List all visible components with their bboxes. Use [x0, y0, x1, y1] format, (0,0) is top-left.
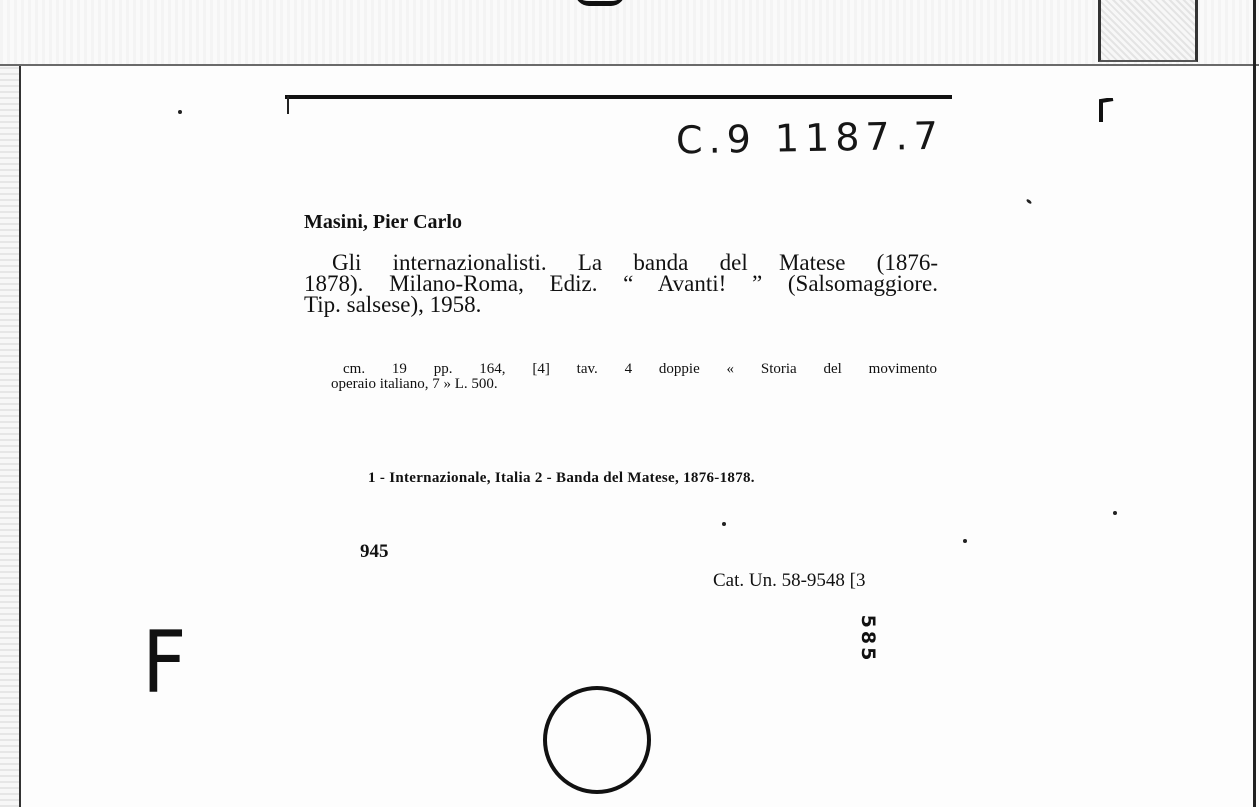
author-heading: Masini, Pier Carlo — [304, 211, 462, 233]
collation-line: cm. 19 pp. 164, [4] tav. 4 doppie « Storia del movimento — [343, 361, 937, 377]
collation-block — [331, 362, 937, 392]
speck — [722, 522, 726, 526]
title-line: Gli internazionalisti. La banda del Matese (1876- — [332, 250, 938, 275]
class-number: 945 — [360, 541, 389, 562]
card-top-edge — [0, 64, 1259, 66]
handwritten-letter: F — [142, 613, 187, 713]
top-rule — [285, 95, 952, 99]
catalog-reference: Cat. Un. 58-9548 [3 — [713, 570, 866, 591]
top-rule-tick — [287, 96, 289, 114]
collation-line: operaio italiano, 7 » L. 500. — [331, 376, 498, 392]
card-right-edge — [1253, 0, 1256, 807]
speck — [178, 110, 182, 114]
speck — [1026, 198, 1033, 204]
card-left-edge — [19, 66, 21, 807]
index-tab — [1098, 0, 1198, 62]
subject-headings: 1 - Internazionale, Italia 2 - Banda del Matese, 1876-1878. — [368, 470, 755, 486]
scan-edge-top — [0, 0, 1259, 66]
title-block — [304, 252, 938, 315]
title-line: 1878). Milano-Roma, Ediz. “ Avanti! ” (Salsomaggiore. — [304, 271, 938, 296]
shelfmark: C.9 1187.7 — [675, 113, 945, 163]
vertical-number: 585 — [857, 614, 879, 664]
speck — [1113, 511, 1117, 515]
punch-hole-bottom — [543, 686, 651, 794]
speck — [963, 539, 967, 543]
scan-edge-left — [0, 66, 20, 807]
corner-mark-icon — [1097, 98, 1115, 122]
title-line: Tip. salsese), 1958. — [304, 292, 482, 317]
